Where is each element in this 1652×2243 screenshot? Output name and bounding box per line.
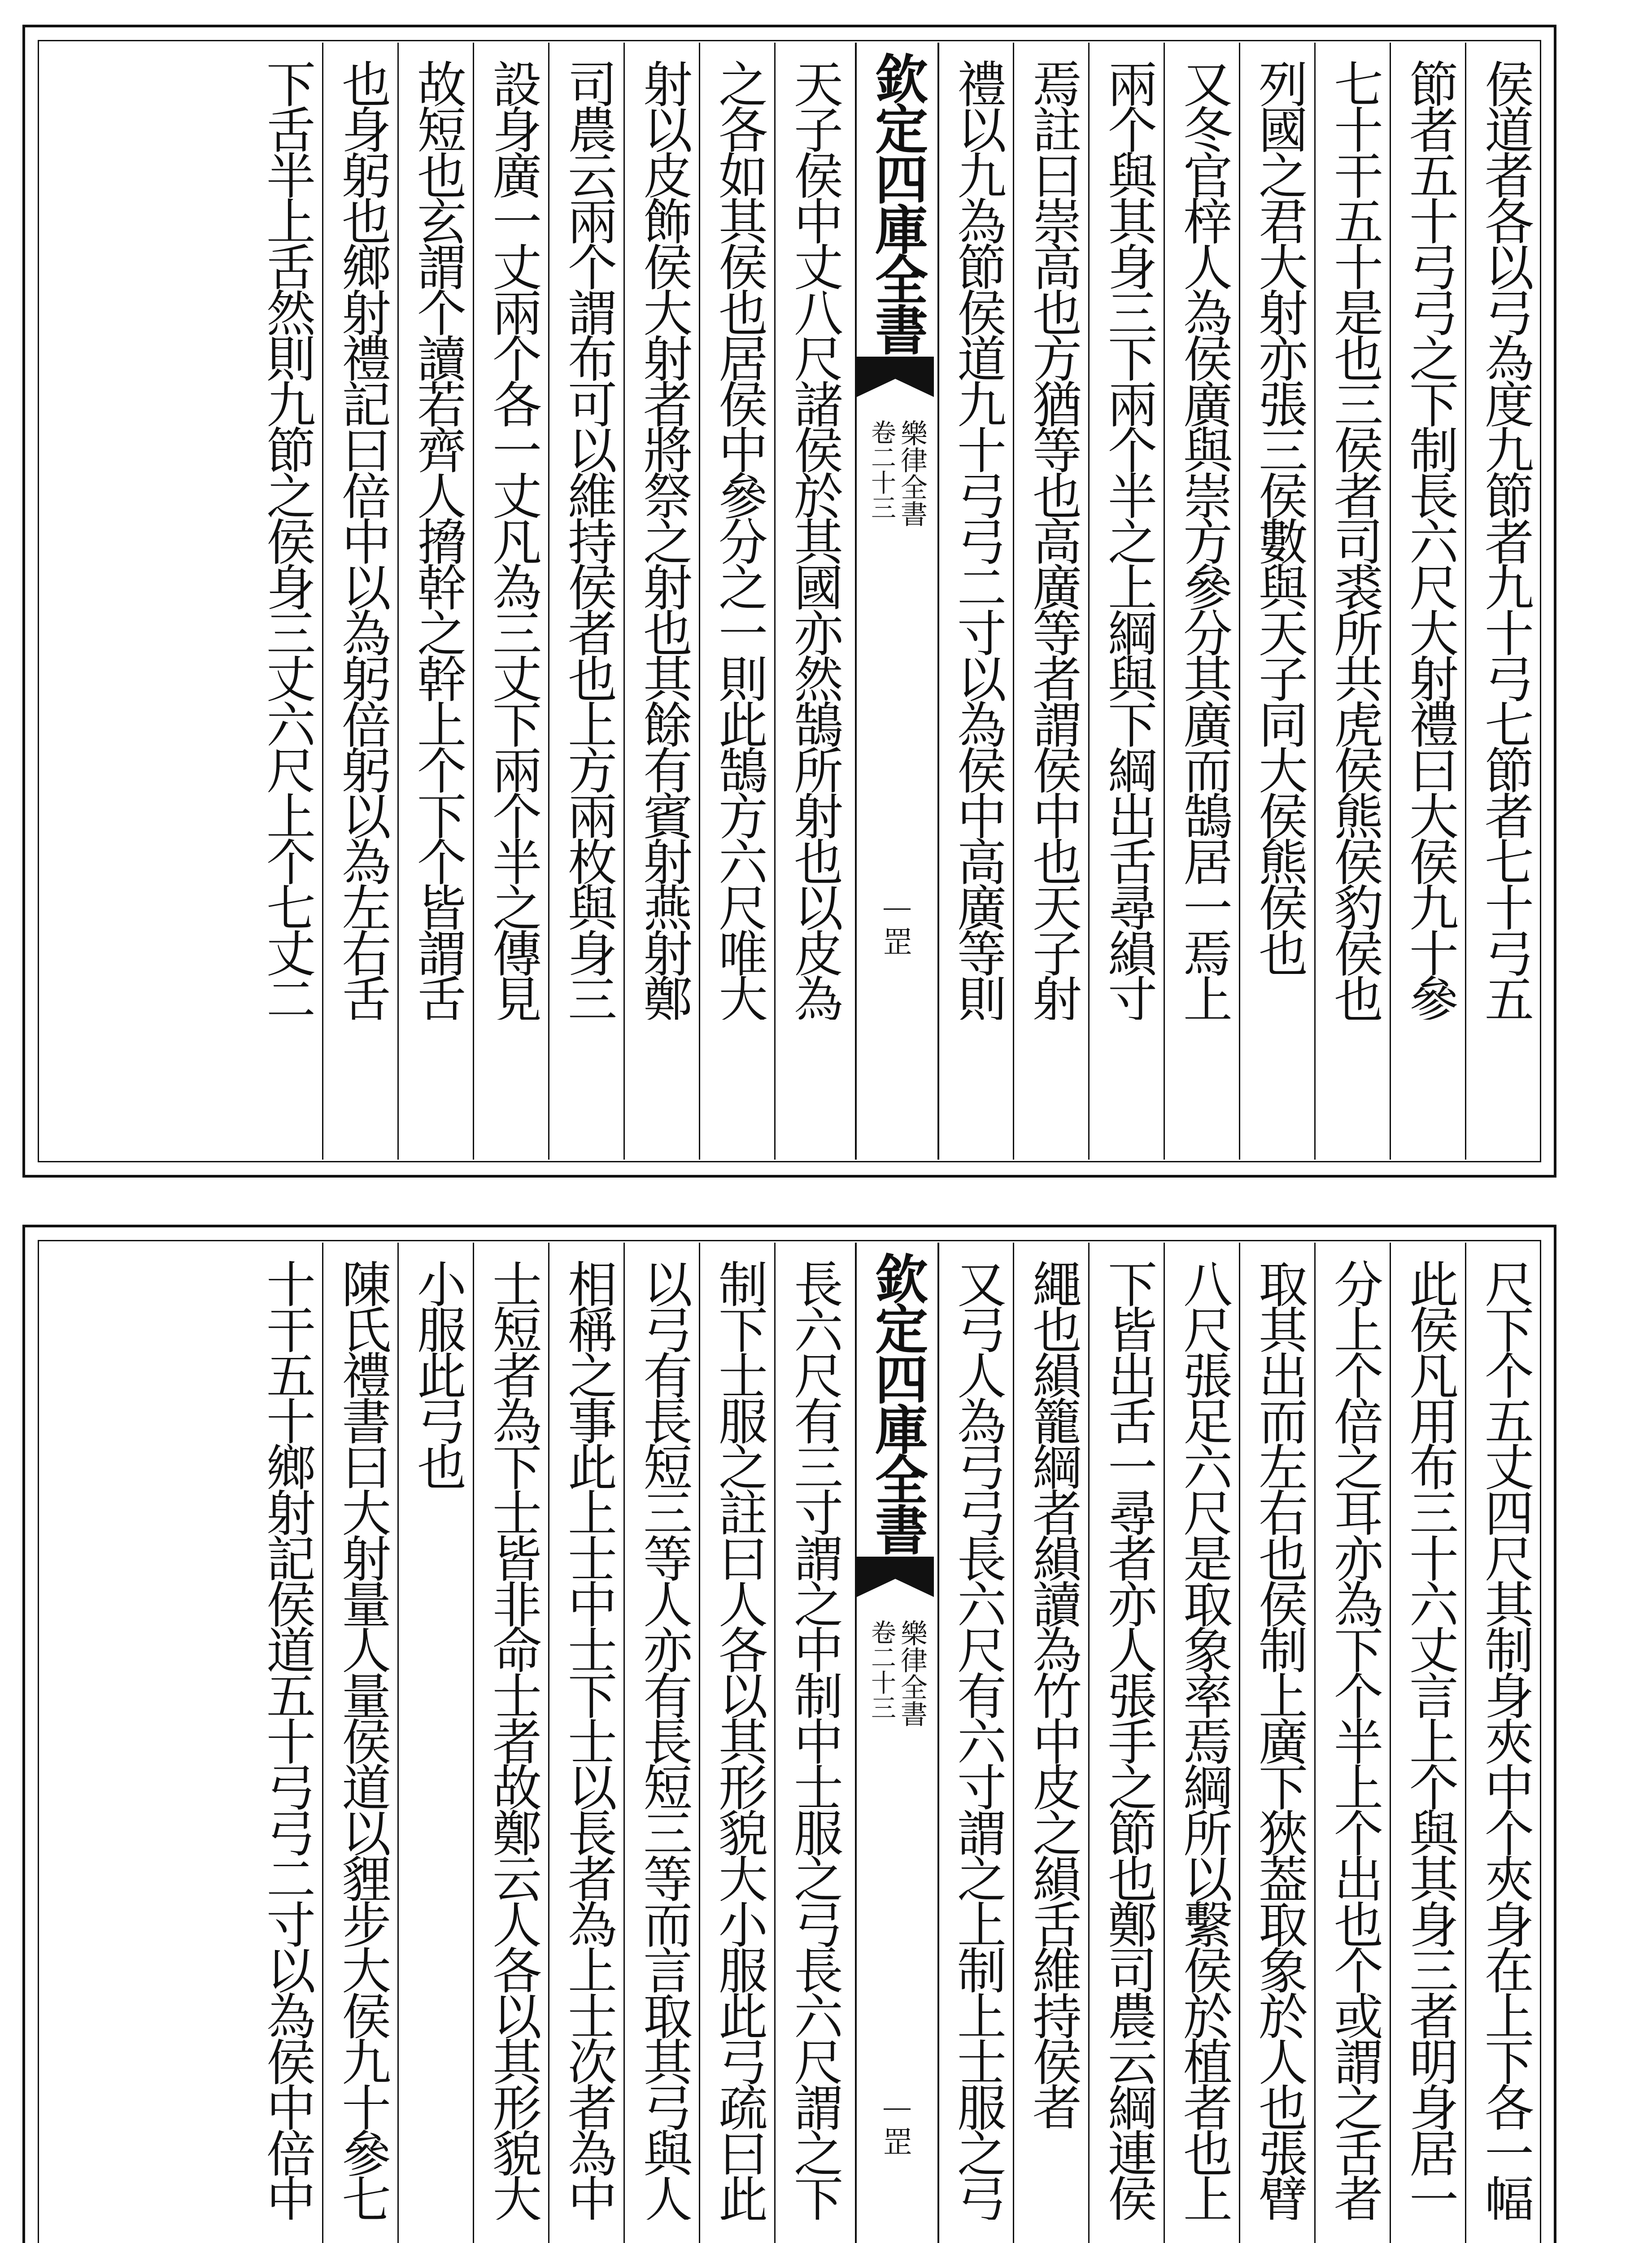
text-column: 列國之君大射亦張三侯數與天子同大侯熊侯也	[1251, 59, 1308, 974]
column-rule	[473, 1243, 474, 2243]
text-column: 以弓有長短三等人亦有長短三等而言取其弓與人	[635, 1259, 693, 2220]
column-rule	[548, 1243, 549, 2243]
column-rule	[699, 1243, 700, 2243]
text-column: 長六尺有三寸謂之中制中士服之弓長六尺謂之下	[786, 1259, 843, 2220]
text-column: 焉註曰崇高也方猶等也高廣等者謂侯中也天子射	[1024, 59, 1082, 1020]
column-rule	[1390, 1243, 1391, 2243]
text-column: 此侯凡用布三十六丈言上个與其身三者明身居一	[1401, 1259, 1459, 2220]
text-column: 侯道者各以弓為度九節者九十弓七節者七十弓五	[1477, 59, 1534, 1020]
column-rule	[699, 43, 700, 1160]
book-title: 樂律全書	[896, 419, 928, 527]
book-series-title: 欽定四庫全書	[866, 1252, 928, 1553]
fish-tail-mark-icon	[857, 1557, 934, 1597]
column-rule	[774, 1243, 776, 2243]
text-column: 司農云兩个謂布可以維持侯者也上方兩枚與身三	[560, 59, 617, 1020]
column-rule	[322, 43, 323, 1160]
text-column: 又弓人為弓弓長六尺有六寸謂之上制上士服之弓	[949, 1259, 1007, 2220]
column-rule	[1013, 1243, 1014, 2243]
text-column: 取其出而左右也侯制上廣下狹葢取象於人也張臂	[1251, 1259, 1308, 2220]
book-title: 樂律全書	[896, 1619, 928, 1727]
text-column: 設身廣一丈兩个各一丈凡為三丈下兩个半之傳見	[484, 59, 542, 1020]
column-rule	[1314, 43, 1316, 1160]
center-fold	[855, 43, 939, 1160]
top-page	[22, 25, 1556, 1178]
text-column: 陳氏禮書曰大射量人量侯道以貍步大侯九十參七	[334, 1259, 391, 2220]
column-rule	[473, 43, 474, 1160]
column-rule	[1164, 43, 1165, 1160]
text-column: 七十干五十是也三侯者司裘所共虎侯熊侯豹侯也	[1326, 59, 1383, 1020]
volume-label: 卷二十三	[867, 1619, 896, 1720]
column-rule	[1088, 43, 1090, 1160]
text-column: 下皆出舌一尋者亦人張手之節也鄭司農云綱連侯	[1100, 1259, 1157, 2220]
column-rule	[623, 43, 625, 1160]
text-column: 故短也玄謂个讀若齊人搚幹之幹上个下个皆謂舌	[409, 59, 466, 1020]
column-rule	[774, 43, 776, 1160]
column-rule	[397, 43, 399, 1160]
column-rule	[1465, 1243, 1466, 2243]
bottom-page	[22, 1225, 1556, 2243]
text-column: 小服此弓也	[409, 1259, 466, 1488]
text-column: 八尺張足六尺是取象率焉綱所以繫侯於植者也上	[1175, 1259, 1233, 2220]
column-rule	[1314, 1243, 1316, 2243]
fish-tail-mark-icon	[857, 357, 934, 397]
column-rule	[1239, 1243, 1240, 2243]
text-column: 相稱之事此上士中士下士以長者為上士次者為中	[560, 1259, 617, 2220]
column-rule	[322, 1243, 323, 2243]
column-rule	[1013, 43, 1014, 1160]
text-column: 射以皮飾侯大射者將祭之射也其餘有賓射燕射鄭	[635, 59, 693, 1020]
text-column: 士短者為下士皆非命士者故鄭云人各以其形貌大	[484, 1259, 542, 2220]
text-column: 下舌半上舌然則九節之侯身三丈六尺上个七丈二	[258, 59, 316, 1020]
folio-number: 罡	[878, 926, 912, 956]
folio-number: 罡	[878, 2126, 912, 2156]
column-rule	[1088, 1243, 1090, 2243]
page-rule	[884, 2108, 911, 2110]
column-rule	[1390, 43, 1391, 1160]
text-column: 之各如其侯也居侯中參分之一則此鵠方六尺唯大	[710, 59, 768, 1020]
text-column: 兩个與其身三下兩个半之上綱與下綱出舌尋縜寸	[1100, 59, 1157, 1020]
volume-label: 卷二十三	[867, 419, 896, 520]
center-fold	[855, 1243, 939, 2243]
text-column: 天子侯中丈八尺諸侯於其國亦然鵠所射也以皮為	[786, 59, 843, 1020]
column-rule	[548, 43, 549, 1160]
text-column: 繩也縜籠綱者縜讀為竹中皮之縜舌維持侯者	[1024, 1259, 1082, 2128]
text-column: 十干五十鄉射記侯道五十弓弓二寸以為侯中倍中	[258, 1259, 316, 2220]
column-rule	[623, 1243, 625, 2243]
text-column: 制下士服之註曰人各以其形貌大小服此弓疏曰此	[710, 1259, 768, 2220]
text-column: 也身躬也鄉射禮記曰倍中以為躬倍躬以為左右舌	[334, 59, 391, 1020]
column-rule	[397, 1243, 399, 2243]
column-rule	[1239, 43, 1240, 1160]
text-column: 尺下个五丈四尺其制身夾中个夾身在上下各一幅	[1477, 1259, 1534, 2220]
text-column: 又冬官梓人為侯廣與崇方參分其廣而鵠居一焉上	[1175, 59, 1233, 1020]
book-series-title: 欽定四庫全書	[866, 52, 928, 353]
page-rule	[884, 908, 911, 910]
text-column: 分上个倍之耳亦為下个半上个出也个或謂之舌者	[1326, 1259, 1383, 2220]
column-rule	[1164, 1243, 1165, 2243]
text-column: 節者五十弓弓之下制長六尺大射禮曰大侯九十參	[1401, 59, 1459, 1020]
text-column: 禮以九為節侯道九十弓弓二寸以為侯中高廣等則	[949, 59, 1007, 1020]
column-rule	[1465, 43, 1466, 1160]
